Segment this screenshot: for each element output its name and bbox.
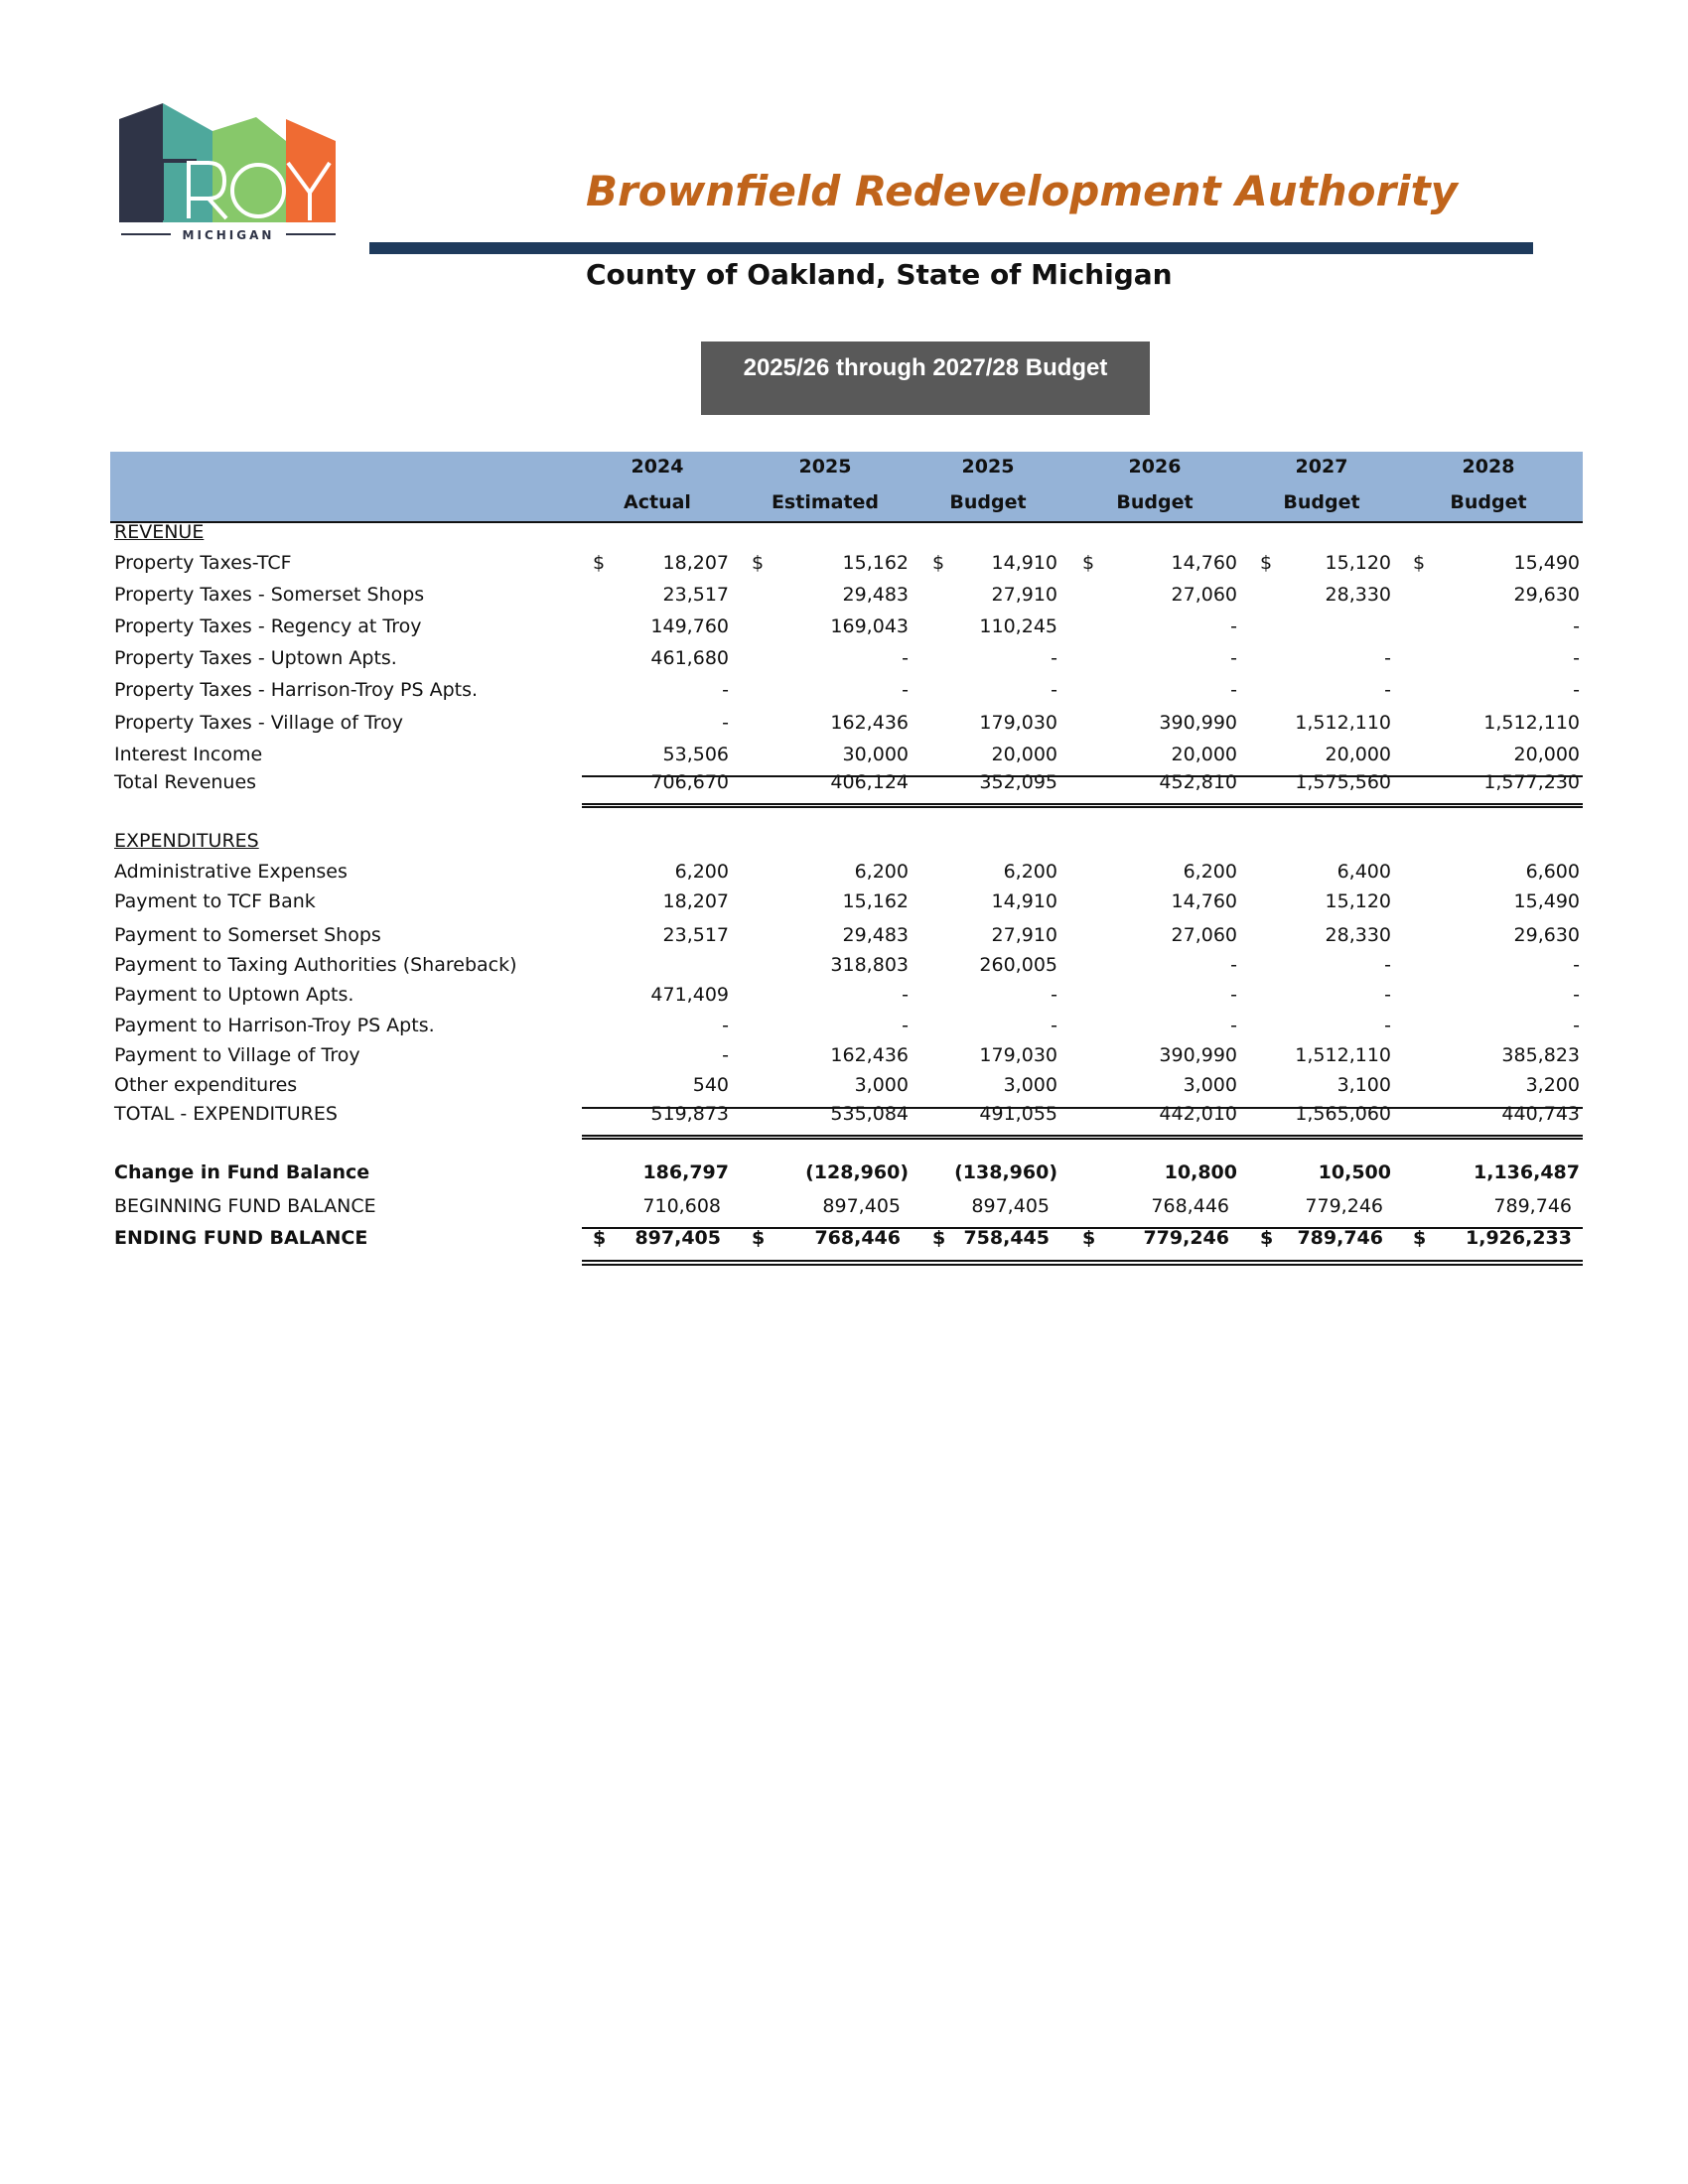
row-label: Property Taxes - Village of Troy: [114, 712, 404, 734]
total-bottom-rule: [582, 806, 1583, 808]
total-bottom-rule: [582, 1135, 1583, 1137]
row-label: Property Taxes - Regency at Troy: [114, 615, 422, 637]
row-label: REVENUE: [114, 521, 205, 543]
column-year: 2024: [631, 456, 684, 478]
cell-value: 442,010: [1159, 1103, 1237, 1125]
cell-value: 29,630: [1513, 584, 1580, 606]
row-label: Payment to Taxing Authorities (Shareback): [114, 954, 517, 976]
cell-value: -: [1051, 647, 1057, 669]
cell-value: -: [1384, 1015, 1391, 1036]
cell-value: (138,960): [954, 1161, 1057, 1183]
cell-value: 3,100: [1336, 1074, 1391, 1096]
cell-value: 29,630: [1513, 924, 1580, 946]
table-row: [110, 861, 1583, 890]
currency-symbol: $: [752, 552, 765, 574]
title-divider: [369, 242, 1533, 254]
cell-value: -: [1573, 954, 1580, 976]
column-label: Budget: [1116, 491, 1194, 513]
cell-value: -: [1230, 954, 1237, 976]
cell-value: 768,446: [814, 1227, 901, 1249]
ending-balance-row: [110, 1227, 1583, 1257]
cell-value: 6,200: [1003, 861, 1057, 883]
table-row: [110, 890, 1583, 920]
cell-value: 186,797: [642, 1161, 729, 1183]
column-year: 2028: [1462, 456, 1515, 478]
cell-value: -: [1573, 1015, 1580, 1036]
currency-symbol: $: [1082, 1227, 1096, 1249]
currency-symbol: $: [1413, 552, 1426, 574]
cell-value: 10,800: [1164, 1161, 1237, 1183]
cell-value: 6,200: [1183, 861, 1237, 883]
currency-symbol: $: [932, 552, 945, 574]
change-row: [110, 1161, 1583, 1191]
cell-value: 29,483: [842, 584, 909, 606]
cell-value: 1,512,110: [1295, 1044, 1391, 1066]
table-row: [110, 584, 1583, 614]
page-title: Brownfield Redevelopment Authority: [586, 167, 1459, 215]
row-label: Property Taxes - Somerset Shops: [114, 584, 425, 606]
svg-text:MICHIGAN: MICHIGAN: [182, 228, 275, 242]
column-year: 2027: [1295, 456, 1348, 478]
cell-value: 18,207: [662, 552, 729, 574]
cell-value: 15,120: [1325, 890, 1391, 912]
row-label: Payment to Harrison-Troy PS Apts.: [114, 1015, 435, 1036]
cell-value: 779,246: [1143, 1227, 1229, 1249]
row-label: Property Taxes-TCF: [114, 552, 292, 574]
cell-value: 789,746: [1493, 1195, 1572, 1217]
cell-value: 6,400: [1336, 861, 1391, 883]
cell-value: 179,030: [979, 1044, 1057, 1066]
cell-value: 20,000: [1325, 744, 1391, 765]
cell-value: 897,405: [634, 1227, 721, 1249]
table-row: [110, 712, 1583, 742]
table-row: [110, 954, 1583, 984]
cell-value: 18,207: [662, 890, 729, 912]
row-label: Payment to Uptown Apts.: [114, 984, 354, 1006]
cell-value: -: [1384, 679, 1391, 701]
cell-value: 23,517: [662, 924, 729, 946]
section-heading: [110, 521, 1583, 551]
cell-value: 28,330: [1325, 924, 1391, 946]
currency-symbol: $: [593, 552, 606, 574]
cell-value: 390,990: [1159, 712, 1237, 734]
cell-value: 15,120: [1325, 552, 1391, 574]
cell-value: -: [1573, 647, 1580, 669]
cell-value: 14,760: [1171, 552, 1237, 574]
cell-value: 897,405: [971, 1195, 1050, 1217]
row-label: EXPENDITURES: [114, 830, 259, 852]
cell-value: -: [902, 679, 909, 701]
table-row: [110, 1044, 1583, 1074]
cell-value: 1,136,487: [1474, 1161, 1580, 1183]
row-label: BEGINNING FUND BALANCE: [114, 1195, 376, 1217]
table-row: [110, 615, 1583, 645]
section-heading: [110, 830, 1583, 860]
cell-value: (128,960): [805, 1161, 909, 1183]
cell-value: -: [902, 1015, 909, 1036]
table-row: [110, 744, 1583, 773]
cell-value: 385,823: [1501, 1044, 1580, 1066]
cell-value: 27,060: [1171, 584, 1237, 606]
cell-value: 28,330: [1325, 584, 1391, 606]
cell-value: 352,095: [979, 771, 1057, 793]
cell-value: 3,200: [1525, 1074, 1580, 1096]
ending-bottom-rule: [582, 1260, 1583, 1262]
cell-value: 15,490: [1513, 552, 1580, 574]
cell-value: 390,990: [1159, 1044, 1237, 1066]
table-row: [110, 1074, 1583, 1104]
cell-value: -: [1384, 984, 1391, 1006]
cell-value: 1,926,233: [1466, 1227, 1572, 1249]
cell-value: 15,490: [1513, 890, 1580, 912]
cell-value: 260,005: [979, 954, 1057, 976]
cell-value: 15,162: [842, 552, 909, 574]
cell-value: 14,760: [1171, 890, 1237, 912]
cell-value: 1,512,110: [1295, 712, 1391, 734]
cell-value: 169,043: [830, 615, 909, 637]
row-label: Other expenditures: [114, 1074, 298, 1096]
currency-symbol: $: [593, 1227, 607, 1249]
column-year: 2025: [798, 456, 852, 478]
cell-value: -: [1230, 1015, 1237, 1036]
currency-symbol: $: [932, 1227, 946, 1249]
cell-value: 14,910: [991, 552, 1057, 574]
cell-value: 20,000: [1513, 744, 1580, 765]
currency-symbol: $: [1413, 1227, 1427, 1249]
cell-value: 758,445: [963, 1227, 1050, 1249]
cell-value: -: [1573, 984, 1580, 1006]
cell-value: -: [1384, 647, 1391, 669]
cell-value: 29,483: [842, 924, 909, 946]
cell-value: 1,512,110: [1483, 712, 1580, 734]
cell-value: 406,124: [830, 771, 909, 793]
cell-value: 6,600: [1525, 861, 1580, 883]
cell-value: 6,200: [854, 861, 909, 883]
total-row: [110, 1103, 1583, 1133]
cell-value: -: [1230, 615, 1237, 637]
cell-value: -: [1051, 1015, 1057, 1036]
cell-value: -: [722, 1015, 729, 1036]
row-label: Administrative Expenses: [114, 861, 348, 883]
currency-symbol: $: [1260, 1227, 1274, 1249]
ending-bottom-rule: [582, 1264, 1583, 1266]
total-bottom-rule: [582, 1138, 1583, 1140]
cell-value: 179,030: [979, 712, 1057, 734]
cell-value: -: [902, 984, 909, 1006]
cell-value: -: [722, 679, 729, 701]
cell-value: 779,246: [1305, 1195, 1383, 1217]
column-label: Budget: [1283, 491, 1360, 513]
cell-value: 519,873: [650, 1103, 729, 1125]
cell-value: 1,577,230: [1483, 771, 1580, 793]
currency-symbol: $: [1082, 552, 1095, 574]
cell-value: 20,000: [1171, 744, 1237, 765]
row-label: Change in Fund Balance: [114, 1161, 370, 1183]
cell-value: 27,910: [991, 924, 1057, 946]
row-label: Property Taxes - Harrison-Troy PS Apts.: [114, 679, 479, 701]
row-label: Payment to Village of Troy: [114, 1044, 360, 1066]
table-row: [110, 647, 1583, 677]
row-label: Total Revenues: [114, 771, 257, 793]
cell-value: 471,409: [650, 984, 729, 1006]
cell-value: -: [902, 647, 909, 669]
cell-value: 3,000: [854, 1074, 909, 1096]
beginning-balance-row: [110, 1195, 1583, 1225]
cell-value: -: [722, 712, 729, 734]
cell-value: 535,084: [830, 1103, 909, 1125]
total-bottom-rule: [582, 803, 1583, 805]
cell-value: 162,436: [830, 1044, 909, 1066]
page-subtitle: County of Oakland, State of Michigan: [586, 258, 1173, 291]
column-year: 2025: [961, 456, 1015, 478]
column-label: Estimated: [771, 491, 880, 513]
cell-value: 3,000: [1003, 1074, 1057, 1096]
column-label: Actual: [624, 491, 691, 513]
row-label: Interest Income: [114, 744, 263, 765]
cell-value: 27,060: [1171, 924, 1237, 946]
cell-value: 897,405: [822, 1195, 901, 1217]
row-label: Payment to Somerset Shops: [114, 924, 381, 946]
cell-value: 710,608: [642, 1195, 721, 1217]
cell-value: 149,760: [650, 615, 729, 637]
table-row: [110, 1015, 1583, 1044]
cell-value: 318,803: [830, 954, 909, 976]
cell-value: 1,575,560: [1295, 771, 1391, 793]
cell-value: -: [1573, 679, 1580, 701]
row-label: Payment to TCF Bank: [114, 890, 316, 912]
row-label: TOTAL - EXPENDITURES: [114, 1103, 338, 1125]
cell-value: 53,506: [662, 744, 729, 765]
cell-value: 440,743: [1501, 1103, 1580, 1125]
row-label: ENDING FUND BALANCE: [114, 1227, 368, 1249]
cell-value: 789,746: [1297, 1227, 1383, 1249]
column-label: Budget: [949, 491, 1027, 513]
cell-value: 3,000: [1183, 1074, 1237, 1096]
cell-value: 110,245: [979, 615, 1057, 637]
table-row: [110, 924, 1583, 954]
budget-period-badge: 2025/26 through 2027/28 Budget: [701, 341, 1150, 415]
cell-value: -: [1230, 647, 1237, 669]
cell-value: -: [1384, 954, 1391, 976]
table-row: [110, 984, 1583, 1014]
table-row: [110, 679, 1583, 709]
cell-value: 6,200: [674, 861, 729, 883]
cell-value: 706,670: [650, 771, 729, 793]
cell-value: 27,910: [991, 584, 1057, 606]
currency-symbol: $: [752, 1227, 766, 1249]
cell-value: 491,055: [979, 1103, 1057, 1125]
cell-value: 14,910: [991, 890, 1057, 912]
cell-value: 162,436: [830, 712, 909, 734]
cell-value: -: [1573, 615, 1580, 637]
total-row: [110, 771, 1583, 801]
cell-value: 461,680: [650, 647, 729, 669]
row-label: Property Taxes - Uptown Apts.: [114, 647, 397, 669]
cell-value: 23,517: [662, 584, 729, 606]
table-header: [110, 452, 1583, 521]
cell-value: 20,000: [991, 744, 1057, 765]
column-label: Budget: [1450, 491, 1527, 513]
cell-value: 15,162: [842, 890, 909, 912]
cell-value: -: [722, 1044, 729, 1066]
currency-symbol: $: [1260, 552, 1273, 574]
cell-value: 540: [692, 1074, 729, 1096]
cell-value: 1,565,060: [1295, 1103, 1391, 1125]
cell-value: 30,000: [842, 744, 909, 765]
troy-michigan-logo: [117, 101, 338, 242]
column-year: 2026: [1128, 456, 1182, 478]
cell-value: 768,446: [1151, 1195, 1229, 1217]
cell-value: -: [1230, 984, 1237, 1006]
table-row: [110, 552, 1583, 582]
cell-value: -: [1051, 679, 1057, 701]
cell-value: 452,810: [1159, 771, 1237, 793]
cell-value: 10,500: [1318, 1161, 1391, 1183]
cell-value: -: [1230, 679, 1237, 701]
cell-value: -: [1051, 984, 1057, 1006]
